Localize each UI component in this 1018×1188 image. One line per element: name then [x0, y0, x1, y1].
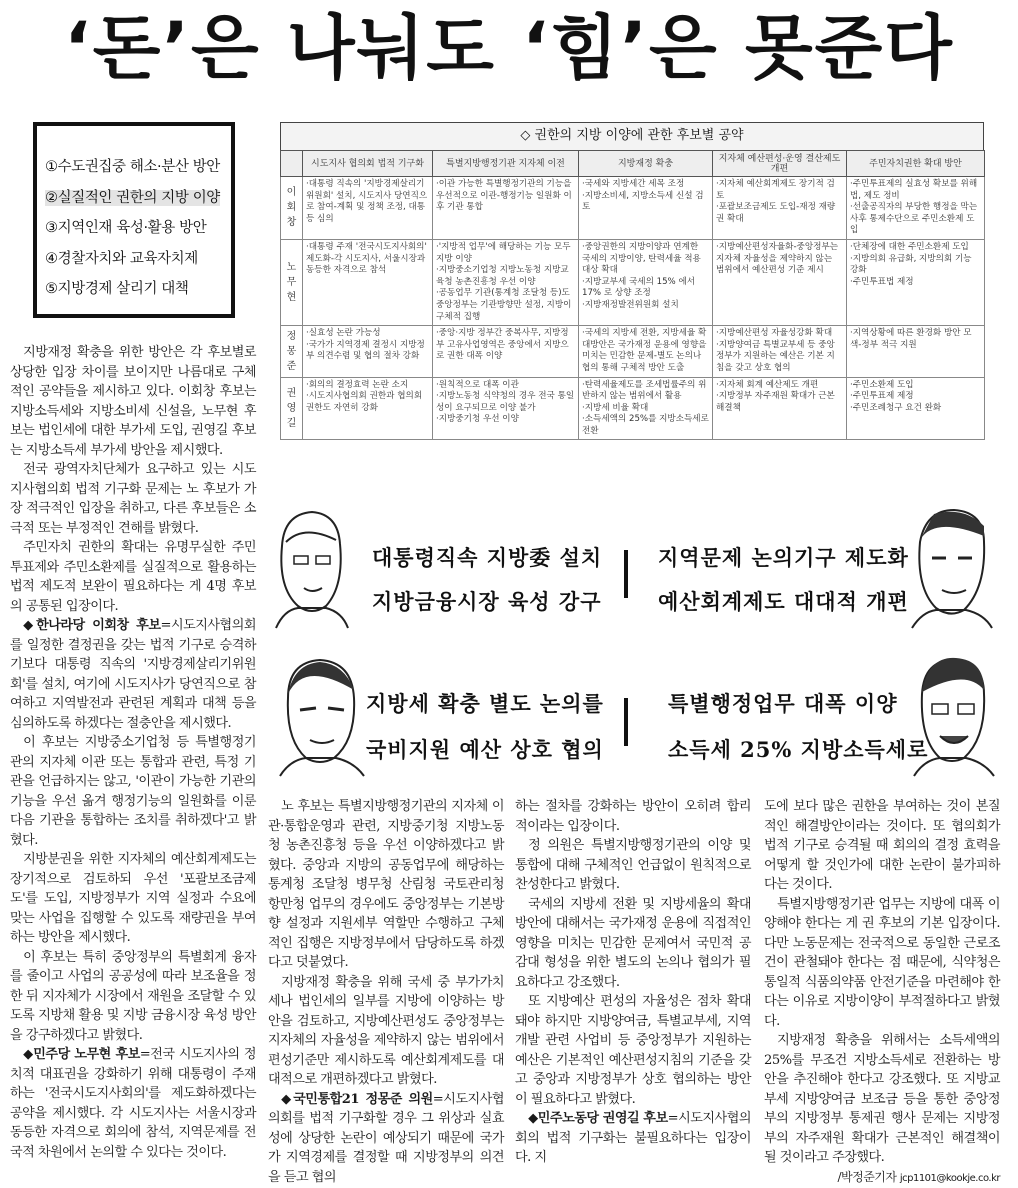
paragraph: 전국 광역자치단체가 요구하고 있는 시도지사협의회 법적 기구화 문제는 노 후보가 가장 적극적인 입장을 취하고, 다른 후보들은 소극적 또는 부정적인 견해를 밝혔다. [10, 460, 256, 538]
candidate-label: ◆한나라당 이회창 후보 [23, 618, 160, 633]
table-header: 지방재정 확충 [579, 151, 713, 177]
table-cell: ·단체장에 대한 주민소환제 도입 ·지방의회 유급화, 지방의회 기능 강화 ·주민투표법 제정 [847, 239, 985, 325]
pledge-topic-item: ③지역인재 육성·활용 방안 [45, 213, 225, 244]
paragraph: 도에 보다 많은 권한을 부여하는 것이 본질적인 해결방안이라는 것이다. 또 협의회가 법적 기구로 승격될 때 회의의 결정 효력을 어떻게 할 것인가에 대한 논란이 불가피하다는 것이다. [764, 797, 1000, 895]
table-header: 주민자치권한 확대 방안 [847, 151, 985, 177]
quote-panel-bottom [260, 654, 1000, 804]
table-cell: ·지방예산편성 자율성강화 확대 ·지방양여금 특별교부세 등 중앙정부가 지원하는 예산은 기본 지침을 갖고 상호 협의 [713, 326, 847, 377]
table-cell: ·주민소환제 도입 ·주민투표제 제정 ·주민조례청구 요건 완화 [847, 377, 985, 440]
portrait-kwon [906, 654, 998, 776]
table-cell: ·회의의 결정효력 논란 소지 ·시도지사협의회 권한과 협의회 권한도 자연히 강화 [303, 377, 433, 440]
article-column-2 [268, 797, 504, 1187]
table-cell: ·원칙적으로 대폭 이관 ·지방노동청 식약청의 경우 전국 통일성이 요구되므로 이양 불가 ·지방중기청 우선 이양 [433, 377, 579, 440]
table-cell: ·지역상황에 따른 환경화 방안 모색-정부 적극 지원 [847, 326, 985, 377]
table-row [281, 177, 985, 240]
byline-email: jcp1101@kookje.co.kr [900, 1173, 1000, 1184]
paragraph: 지방재정 확충을 위한 방안은 각 후보별로 상당한 입장 차이를 보이지만 나름대로 구체적인 공약들을 제시하고 있다. 이회창 후보는 지방소득세와 지방소비세 신설을, 노무현 후보는 법인세에 대한 부가세 도입, 권영길 후보는 지방소득세 부가세 방안을 제시했다. [10, 343, 256, 460]
paragraph: ◆민주당 노무현 후보=전국 시도지사의 정치적 대표권을 강화하기 위해 대통령이 주재하는 '전국시도지사회의'를 제도화하겠다는 공약을 제시했다. 각 시도지사는 서울시장과 동등한 자격으로 회의에 참석, 지역문제를 전국적 차원에서 논의할 수 있다는 것이다. [10, 1045, 256, 1162]
table-row [281, 239, 985, 325]
table-cell: ·지자체 예산회계제도 장기적 검토 ·포괄보조금제도 도입-재정 재량권 확대 [713, 177, 847, 240]
paragraph: 지방분권을 위한 지자체의 예산회계제도는 장기적으로 검토하되 우선 '포괄보조금제도'를 도입, 지방정부가 지역 실정과 수요에 맞는 사업을 집행할 수 있도록 재량권을 부여하는 방안을 제시했다. [10, 850, 256, 948]
candidate-label: ◆민주당 노무현 후보 [23, 1047, 140, 1062]
quote-chung-line2: 국비지원 예산 상호 협의 [366, 734, 604, 764]
quote-kwon-line2: 소득세 25% 지방소득세로 [668, 734, 928, 764]
candidate-cell: 이 회 창 [281, 177, 303, 240]
candidate-label: ◆민주노동당 권영길 후보 [528, 1111, 668, 1126]
table-cell: ·국세의 지방세 전환, 지방세율 확대방안은 국가재정 운용에 영향을 미치는 민감한 문제-별도 논의나 협의 통해 구체적 방안 도출 [579, 326, 713, 377]
paragraph: 하는 절차를 강화하는 방안이 오히려 합리적이라는 입장이다. [515, 797, 751, 836]
candidate-cell: 노 무 현 [281, 239, 303, 325]
paragraph: 주민자치 권한의 확대는 유명무실한 주민투표제와 주민소환제를 실질적으로 활용하는 법적 제도적 보완이 필요하다는 게 4명 후보의 공통된 입장이다. [10, 538, 256, 616]
table-header [281, 151, 303, 177]
paragraph: 지방재정 확충을 위해 국세 중 부가가치세나 법인세의 일부를 지방에 이양하는 방안을 검토하고, 지방예산편성도 중앙정부는 지자체의 자율성을 제약하지 않는 범위에서 편성기준만 제시하도록 예산회계제도를 대대적으로 개편하겠다고 밝혔다. [268, 973, 504, 1090]
quote-panel-top [260, 506, 1000, 656]
paragraph: 또 지방예산 편성의 자율성은 점차 확대돼야 하지만 지방양여금, 특별교부세, 지역개발 관련 사업비 등 중앙정부가 지원하는 예산은 기본적인 예산편성지침의 기준을 갖고 중앙과 지방정부가 상호 협의하는 방안이 필요하다고 밝혔다. [515, 992, 751, 1109]
quote-lee-line2: 지방금융시장 육성 강구 [372, 586, 601, 616]
paragraph: 특별지방행정기관 업무는 지방에 대폭 이양해야 한다는 게 권 후보의 기본 입장이다. 다만 노동문제는 전국적으로 동일한 근로조건이 관철돼야 한다는 점 때문에, 식약청은 통일적 식품의약품 안전기준을 마련해야 한다는 이유로 지방이양이 부적절하다고 밝혔다. [764, 895, 1000, 1032]
quote-kwon-line1: 특별행정업무 대폭 이양 [668, 688, 897, 718]
table-header: 특별지방행정기관 지자체 이전 [433, 151, 579, 177]
article-column-1 [10, 343, 256, 1162]
quote-roh-line1: 지역문제 논의기구 제도화 [658, 542, 909, 572]
pledge-comparison-table [280, 122, 984, 478]
table-cell: ·대통령 주재 '전국시도지사회의' 제도화-각 시도지사, 서울시장과 동등한 자격으로 참석 [303, 239, 433, 325]
quote-lee-line1: 대통령직속 지방委 설치 [372, 542, 602, 572]
table-title: ◇ 권한의 지방 이양에 관한 후보별 공약 [280, 122, 984, 150]
paragraph: 국세의 지방세 전환 및 지방세율의 확대방안에 대해서는 국가재정 운용에 직접적인 영향을 미치는 민감한 문제여서 국민적 공감대 형성을 위한 별도의 논의나 협의가 필요하다고 강조했다. [515, 895, 751, 993]
table-row [281, 326, 985, 377]
paragraph: 이 후보는 지방중소기업청 등 특별행정기관의 지자체 이관 또는 통합과 관련, 특정 기관을 언급하지는 않고, '이관이 가능한 기관의 기능을 우선 옮겨 행정기능의 일원화를 이룬 다음 기관을 통합하는 조치를 취하겠다'고 밝혔다. [10, 733, 256, 850]
table-cell: ·탄력세율제도를 조세법률주의 위반하지 않는 범위에서 활용 ·지방세 비율 확대 ·소득세액의 25%를 지방소득세로 전환 [579, 377, 713, 440]
table-cell: ·대통령 직속의 '지방경제살리기위원회' 설치, 시도지사 당연직으로 참여-계획 및 정책 조정, 대통 등 심의 [303, 177, 433, 240]
table-header: 지자체 예산편성·운영 결산제도 개편 [713, 151, 847, 177]
paragraph: 정 의원은 특별지방행정기관의 이양 및 통합에 대해 구체적인 언급없이 원칙적으로 찬성한다고 밝혔다. [515, 836, 751, 895]
table-cell: ·중앙권한의 지방이양과 연계한 국세의 지방이양, 탄력세율 적용대상 확대 ·지방교부세 국세의 15% 에서 17% 로 상향 조정 ·지방재정발전위원회 설치 [579, 239, 713, 325]
table-cell: ·주민투표제의 실효성 확보를 위해 법, 제도 정비 ·선출공직자의 부당한 행정을 막는 사후 통제수단으로 주민소환제 도입 [847, 177, 985, 240]
headline: ‘돈’은 나눠도 ‘힘’은 못준다 [0, 0, 1018, 96]
table-header-row [281, 151, 985, 177]
table-cell: ·국세와 지방세간 세목 조정 ·지방소비세, 지방소득세 신설 검토 [579, 177, 713, 240]
paragraph: 노 후보는 특별지방행정기관의 지자체 이관·통합운영과 관련, 지방중기청 지방노동청 농촌진흥청 등을 우선 이양하겠다고 밝혔다. 중앙과 지방의 공동업무에 해당하는 통계청 조달청 병무청 산림청 국토관리청 항만청 업무의 경우에도 중앙정부는 기본방향 설정과 지원세부 역할만 수행하고 구체적인 집행은 지방정부에서 담당하도록 하겠다고 덧붙였다. [268, 797, 504, 973]
quote-chung-line1: 지방세 확충 별도 논의를 [366, 688, 604, 718]
paragraph: ◆한나라당 이회창 후보=시도지사협의회를 일정한 결정권을 갖는 법적 기구로 승격하기보다 대통령 직속의 '지방경제살리기위원회'를 설치, 여기에 시도지사가 당연직으로 참여하고 지역발전과 관련된 계획과 대책 등을 심의하도록 하겠다는 절충안을 제시했다. [10, 616, 256, 733]
table-cell: ·실효성 논란 가능성 ·국가가 지역경제 결정시 지방정부 의견수렴 및 협의 절차 강화 [303, 326, 433, 377]
quote-roh-line2: 예산회계제도 대대적 개편 [658, 586, 909, 616]
divider-bar [624, 698, 628, 746]
table-header: 시도지사 협의회 법적 기구화 [303, 151, 433, 177]
candidate-cell: 권 영 길 [281, 377, 303, 440]
pledge-topic-item-highlighted: ②실질적인 권한의 지방 이양 [45, 183, 225, 214]
table-cell: ·중앙·지방 정부간 중복사무, 지방정부 고유사업영역은 중앙에서 지방으로 권한 대폭 이양 [433, 326, 579, 377]
paragraph: ◆민주노동당 권영길 후보=시도지사협의회의 법적 기구화는 불필요하다는 입장이다. 지 [515, 1109, 751, 1168]
portrait-lee [264, 506, 356, 628]
candidate-cell: 정 몽 준 [281, 326, 303, 377]
portrait-roh [904, 506, 996, 628]
table-cell: ·이관 가능한 특별행정기관의 기능을 우선적으로 이관-행정기능 일원화 이후 기관 통합 [433, 177, 579, 240]
pledge-topic-item: ①수도권집중 해소·분산 방안 [45, 152, 225, 183]
pledge-topic-item: ⑤지방경제 살리기 대책 [45, 274, 225, 305]
paragraph: 이 후보는 특히 중앙정부의 특별회계 융자를 줄이고 사업의 공공성에 따라 보조율을 정한 뒤 지자체가 시장에서 재원을 조달할 수 있도록 지방채 활용 및 지방 금융시장 육성 방안을 강구하겠다고 밝혔다. [10, 948, 256, 1046]
pledge-topic-item: ④경찰자치와 교육자치제 [45, 244, 225, 275]
table-cell: ·지방예산편성자율화-중앙정부는 지자체 자율성을 제약하지 않는 범위에서 예산편성 기준 제시 [713, 239, 847, 325]
article-column-4 [764, 797, 1000, 1188]
article-column-3 [515, 797, 751, 1168]
portrait-chung [274, 654, 366, 776]
divider-bar [624, 550, 628, 598]
table-cell: ·'지방적 업무'에 해당하는 기능 모두 지방 이양 ·지방중소기업청 지방노동청 지방교육청 농촌진흥청 우선 이양 ·공동업무 기관(통계청 조달청 등)도 중앙정부는 기관방향만 설정, 지방이 구체적 집행 [433, 239, 579, 325]
pledge-topics-box [33, 122, 235, 318]
paragraph: ◆국민통합21 정몽준 의원=시도지사협의회를 법적 기구화할 경우 그 위상과 실효성에 상당한 논란이 예상되기 때문에 국가가 지역경제를 결정할 때 지방정부의 의견을 듣고 협의 [268, 1090, 504, 1188]
candidate-label: ◆국민통합21 정몽준 의원 [281, 1092, 433, 1107]
table-cell: ·지자체 회계 예산제도 개편 ·지방정부 자주재원 확대가 근본 해결책 [713, 377, 847, 440]
paragraph: 지방재정 확충을 위해서는 소득세액의 25%를 무조건 지방소득세로 전환하는 방안을 추진해야 한다고 강조했다. 또 지방교부세 지방양여금 보조금 등을 통한 중앙정부의 지방정부 통제권 행사 문제는 지방정부의 자주재원 확대가 근본적인 해결책이 될 것이라고 주장했다. [764, 1031, 1000, 1168]
table-row [281, 377, 985, 440]
byline: /박정준기자 jcp1101@kookje.co.kr [764, 1168, 1000, 1188]
